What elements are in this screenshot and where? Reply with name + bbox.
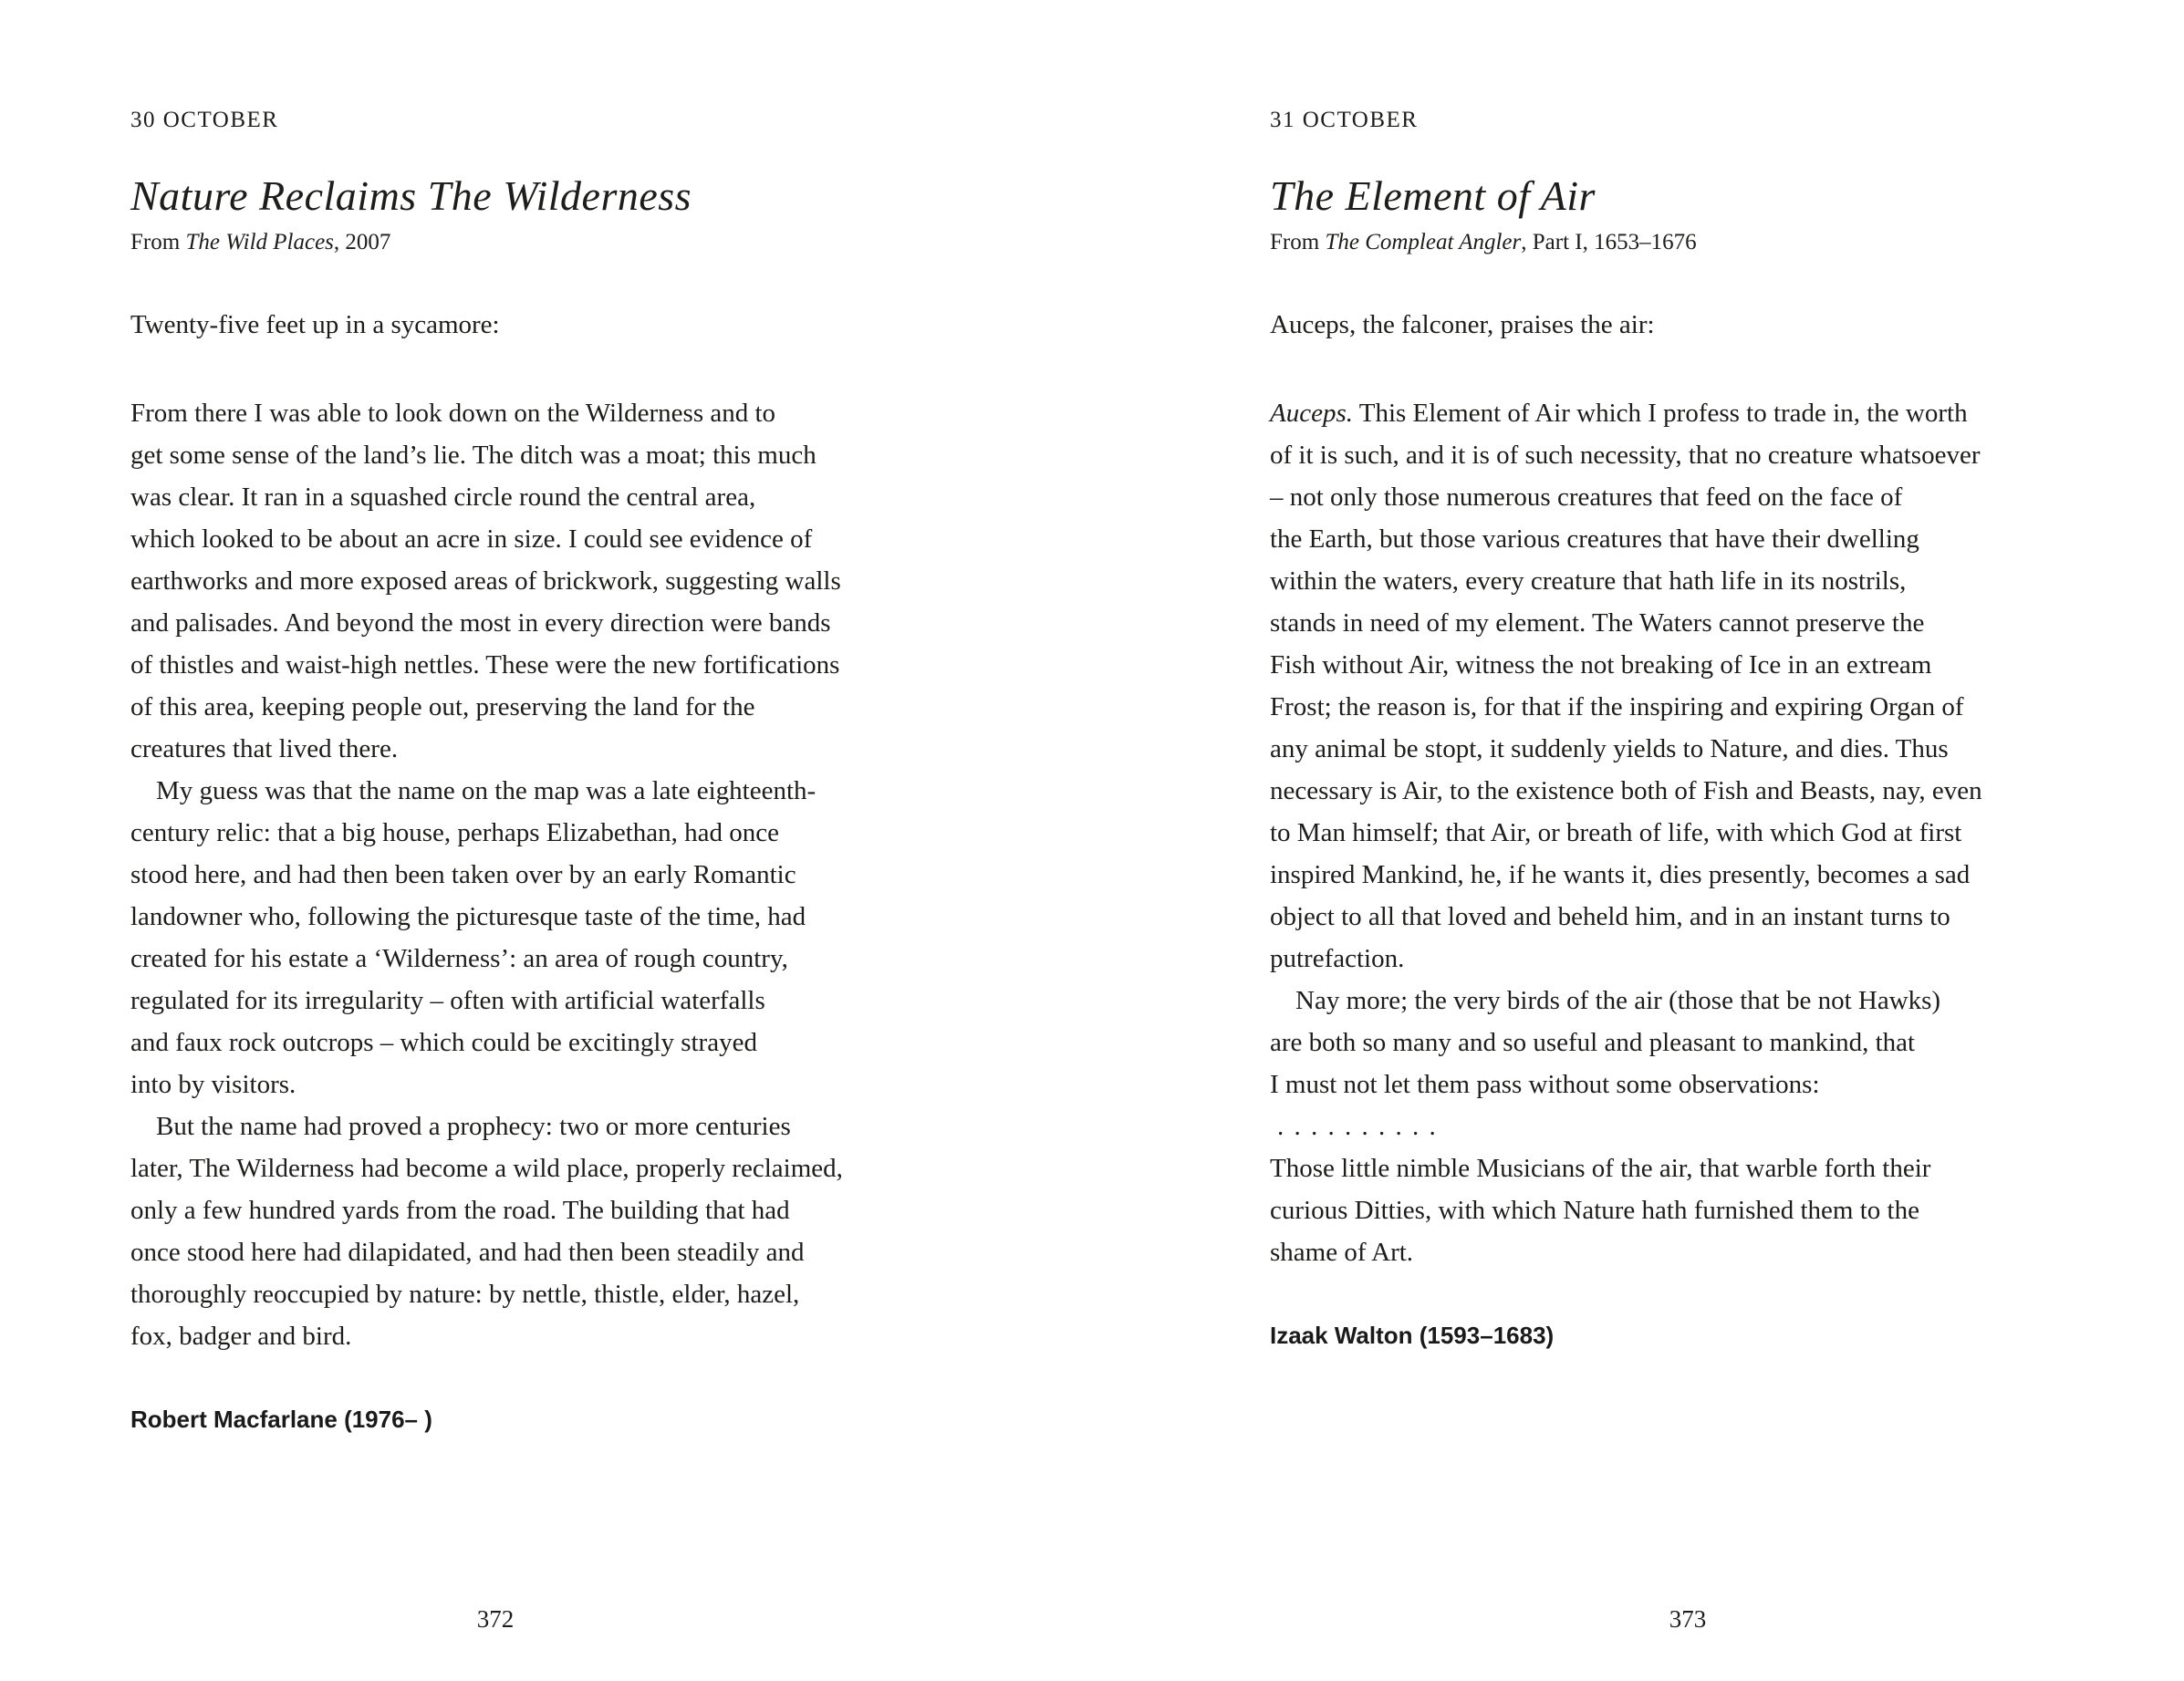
text-line: landowner who, following the picturesque taste of the time, had	[130, 902, 806, 931]
right-source-prefix: From	[1270, 230, 1326, 254]
paragraph	[1270, 1147, 1982, 1273]
text-line: created for his estate a ‘Wilderness’: an area of rough country,	[130, 944, 788, 973]
text-line: thoroughly reoccupied by nature: by nettle, thistle, elder, hazel,	[130, 1280, 800, 1309]
right-source-work-title: The Compleat Angler	[1325, 230, 1522, 254]
right-title: The Element of Air	[1270, 172, 1596, 219]
right-intro-line: Auceps, the falconer, praises the air:	[1270, 310, 1655, 339]
text-line: fox, badger and bird.	[130, 1322, 352, 1351]
text-line: Fish without Air, witness the not breaking of Ice in an extream	[1270, 650, 1932, 680]
text-line: of this area, keeping people out, preserving the land for the	[130, 692, 755, 721]
text-line: putrefaction.	[1270, 944, 1405, 973]
text-line: get some sense of the land’s lie. The ditch was a moat; this much	[130, 441, 816, 470]
paragraph	[130, 770, 843, 1105]
text-line: regulated for its irregularity – often with artificial waterfalls	[130, 986, 765, 1015]
text-line: of it is such, and it is of such necessity, that no creature whatsoever	[1270, 441, 1981, 470]
text-line: – not only those numerous creatures that feed on the face of	[1270, 483, 1903, 512]
text-line: My guess was that the name on the map was a late eighteenth-	[156, 776, 816, 805]
right-author-credit: Izaak Walton (1593–1683)	[1270, 1322, 1555, 1349]
right-body-text	[1270, 392, 1982, 1273]
text-line: stood here, and had then been taken over by an early Romantic	[130, 860, 796, 889]
paragraph	[1270, 980, 1982, 1105]
text-line: creatures that lived there.	[130, 734, 399, 763]
ellipsis-line: . . . . . . . . . .	[1277, 1112, 1438, 1141]
text-line: later, The Wilderness had become a wild place, properly reclaimed,	[130, 1154, 843, 1183]
text-line: inspired Mankind, he, if he wants it, dies presently, becomes a sad	[1270, 860, 1971, 889]
left-intro-line: Twenty-five feet up in a sycamore:	[130, 310, 500, 339]
text-line: object to all that loved and beheld him, and in an instant turns to	[1270, 902, 1950, 931]
text-line: Nay more; the very birds of the air (those that be not Hawks)	[1295, 986, 1941, 1015]
left-title: Nature Reclaims The Wilderness	[130, 172, 692, 219]
left-source-work-title: The Wild Places	[185, 230, 334, 254]
text-line: of thistles and waist-high nettles. These were the new fortifications	[130, 650, 840, 680]
text-line: into by visitors.	[130, 1070, 296, 1099]
right-source-line	[1270, 230, 1697, 255]
right-date-heading: 31 OCTOBER	[1270, 108, 1419, 132]
left-source-prefix: From	[130, 230, 186, 254]
left-source-line	[130, 230, 390, 255]
left-date-heading: 30 OCTOBER	[130, 108, 279, 132]
text-line: shame of Art.	[1270, 1238, 1414, 1267]
paragraph	[130, 392, 843, 770]
text-line: to Man himself; that Air, or breath of life, with which God at first	[1270, 818, 1962, 847]
left-source-suffix: , 2007	[333, 230, 391, 254]
paragraph	[1270, 392, 1982, 980]
left-body-text	[130, 392, 843, 1357]
text-line: century relic: that a big house, perhaps Elizabethan, had once	[130, 818, 780, 847]
text-line: was clear. It ran in a squashed circle round the central area,	[130, 483, 756, 512]
text-line: are both so many and so useful and pleasant to mankind, that	[1270, 1028, 1916, 1057]
text-line: I must not let them pass without some observations:	[1270, 1070, 1820, 1099]
right-page	[1270, 0, 2184, 1681]
speaker-name: Auceps.	[1270, 399, 1353, 428]
text-line: and palisades. And beyond the most in every direction were bands	[130, 608, 831, 638]
text-line: From there I was able to look down on the Wilderness and to	[130, 399, 776, 428]
text-line: Frost; the reason is, for that if the inspiring and expiring Organ of	[1270, 692, 1964, 721]
text-line: stands in need of my element. The Waters cannot preserve the	[1270, 608, 1925, 638]
left-page	[130, 0, 1052, 1681]
text-line: Auceps. This Element of Air which I profess to trade in, the worth	[1270, 399, 1968, 428]
text-line: necessary is Air, to the existence both of Fish and Beasts, nay, even	[1270, 776, 1982, 805]
paragraph	[130, 1105, 843, 1357]
left-page-number: 372	[476, 1605, 515, 1633]
text-line: Those little nimble Musicians of the air, that warble forth their	[1270, 1154, 1931, 1183]
ellipsis-separator	[1270, 1105, 1982, 1147]
right-page-number: 373	[1669, 1605, 1707, 1633]
text-line: the Earth, but those various creatures that have their dwelling	[1270, 524, 1919, 554]
left-author-credit: Robert Macfarlane (1976– )	[130, 1406, 432, 1433]
text-line: earthworks and more exposed areas of brickwork, suggesting walls	[130, 566, 841, 596]
text-line: any animal be stopt, it suddenly yields to Nature, and dies. Thus	[1270, 734, 1949, 763]
text-line: within the waters, every creature that hath life in its nostrils,	[1270, 566, 1907, 596]
text-line: which looked to be about an acre in size. I could see evidence of	[130, 524, 813, 554]
text-line: and faux rock outcrops – which could be excitingly strayed	[130, 1028, 757, 1057]
text-line: curious Ditties, with which Nature hath furnished them to the	[1270, 1196, 1919, 1225]
right-source-suffix: , Part I, 1653–1676	[1521, 230, 1697, 254]
text-line: But the name had proved a prophecy: two or more centuries	[156, 1112, 791, 1141]
text-line: only a few hundred yards from the road. The building that had	[130, 1196, 790, 1225]
text-line: once stood here had dilapidated, and had then been steadily and	[130, 1238, 805, 1267]
